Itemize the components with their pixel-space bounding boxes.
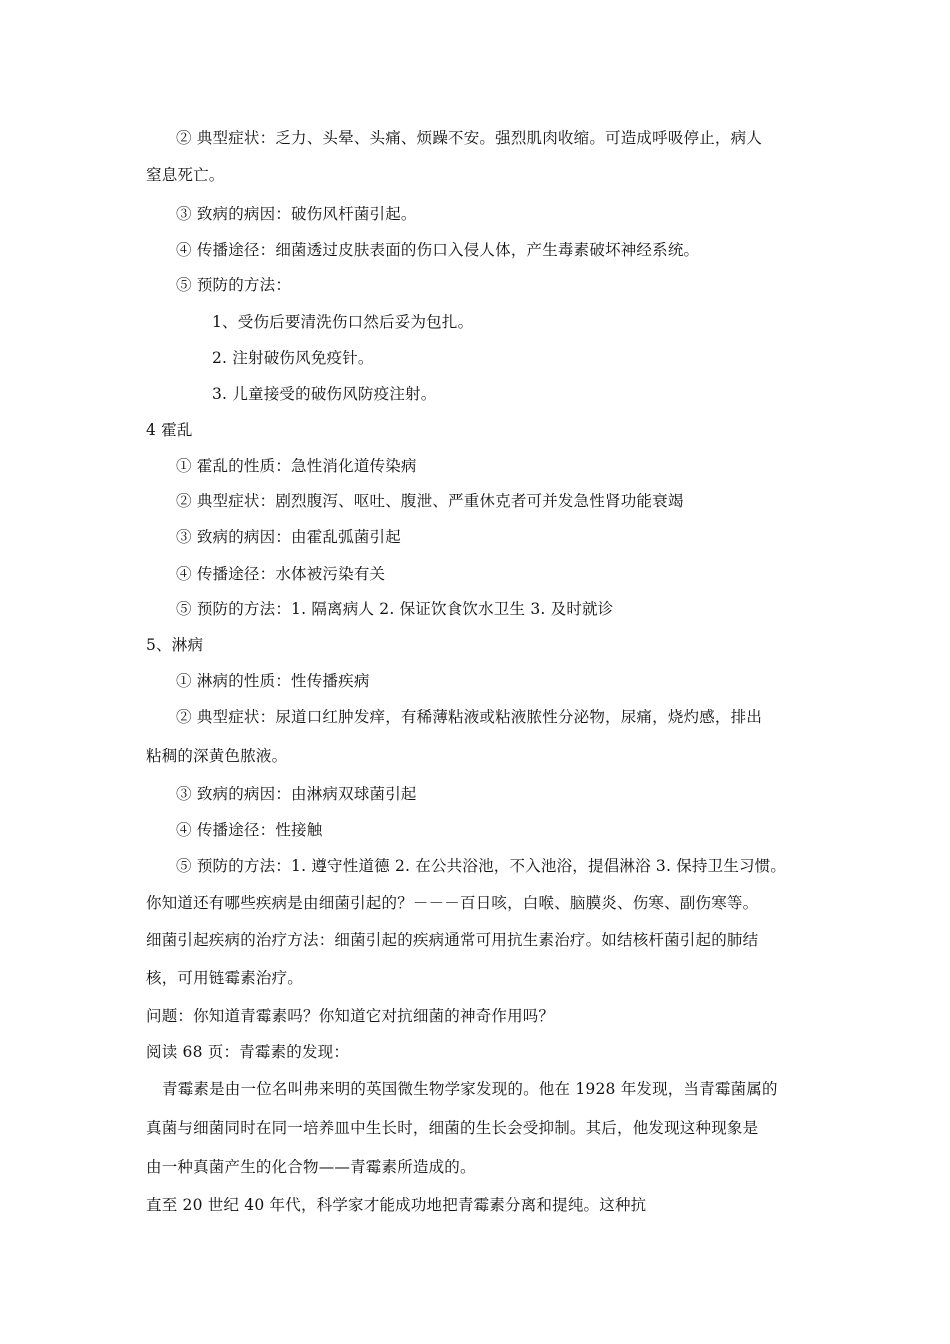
treatment-continuation: 核，可用链霉素治疗。 [146,969,304,987]
tetanus-symptoms-continuation: 窒息死亡。 [146,166,225,184]
tetanus-cause-line: ③ 致病的病因：破伤风杆菌引起。 [176,205,417,223]
tetanus-prevention-heading: ⑤ 预防的方法： [176,276,292,294]
gonorrhea-prevention-line: ⑤ 预防的方法：1. 遵守性道德 2. 在公共浴池，不入池浴，提倡淋浴 3. 保持卫生习惯。 [176,857,787,875]
gonorrhea-symptoms-continuation: 粘稠的深黄色脓液。 [146,747,288,765]
gonorrhea-symptoms-line: ② 典型症状：尿道口红肿发痒，有稀薄粘液或粘液脓性分泌物，尿痛，烧灼感，排出 [176,708,763,726]
gonorrhea-nature-line: ① 淋病的性质：性传播疾病 [176,672,370,690]
treatment-line: 细菌引起疾病的治疗方法：细菌引起的疾病通常可用抗生素治疗。如结核杆菌引起的肺结 [146,931,759,949]
gonorrhea-cause-line: ③ 致病的病因：由淋病双球菌引起 [176,785,417,803]
tetanus-symptoms-line: ② 典型症状：乏力、头晕、头痛、烦躁不安。强烈肌肉收缩。可造成呼吸停止，病人 [176,129,763,147]
cholera-nature-line: ① 霍乱的性质：急性消化道传染病 [176,457,417,475]
cholera-symptoms-line: ② 典型症状：剧烈腹泻、呕吐、腹泄、严重休克者可并发急性肾功能衰竭 [176,492,684,510]
tetanus-transmission-line: ④ 传播途径：细菌透过皮肤表面的伤口入侵人体，产生毒素破坏神经系统。 [176,241,700,259]
penicillin-paragraph-line-1: 青霉素是由一位名叫弗来明的英国微生物学家发现的。他在 1928 年发现，当青霉菌属的 [162,1080,778,1098]
penicillin-paragraph-line-4: 直至 20 世纪 40 年代，科学家才能成功地把青霉素分离和提纯。这种抗 [146,1196,647,1214]
question-line: 问题：你知道青霉素吗？你知道它对抗细菌的神奇作用吗？ [146,1007,555,1025]
gonorrhea-heading: 5、淋病 [146,636,204,654]
cholera-heading: 4 霍乱 [146,421,193,439]
cholera-prevention-line: ⑤ 预防的方法：1. 隔离病人 2. 保证饮食饮水卫生 3. 及时就诊 [176,600,614,618]
penicillin-paragraph-line-3: 由一种真菌产生的化合物——青霉素所造成的。 [146,1158,476,1176]
tetanus-prevention-item-1: 1、受伤后要清洗伤口然后妥为包扎。 [212,313,474,331]
gonorrhea-transmission-line: ④ 传播途径：性接触 [176,821,323,839]
cholera-transmission-line: ④ 传播途径：水体被污染有关 [176,565,386,583]
other-bacterial-diseases-line: 你知道还有哪些疾病是由细菌引起的？－－－百日咳，白喉、脑膜炎、伤寒、副伤寒等。 [146,894,759,912]
tetanus-prevention-item-2: 2. 注射破伤风免疫针。 [212,349,374,367]
penicillin-paragraph-line-2: 真菌与细菌同时在同一培养皿中生长时，细菌的生长会受抑制。其后，他发现这种现象是 [146,1119,759,1137]
tetanus-prevention-item-3: 3. 儿童接受的破伤风防疫注射。 [212,385,437,403]
cholera-cause-line: ③ 致病的病因：由霍乱弧菌引起 [176,528,401,546]
reading-heading: 阅读 68 页：青霉素的发现： [146,1043,350,1061]
